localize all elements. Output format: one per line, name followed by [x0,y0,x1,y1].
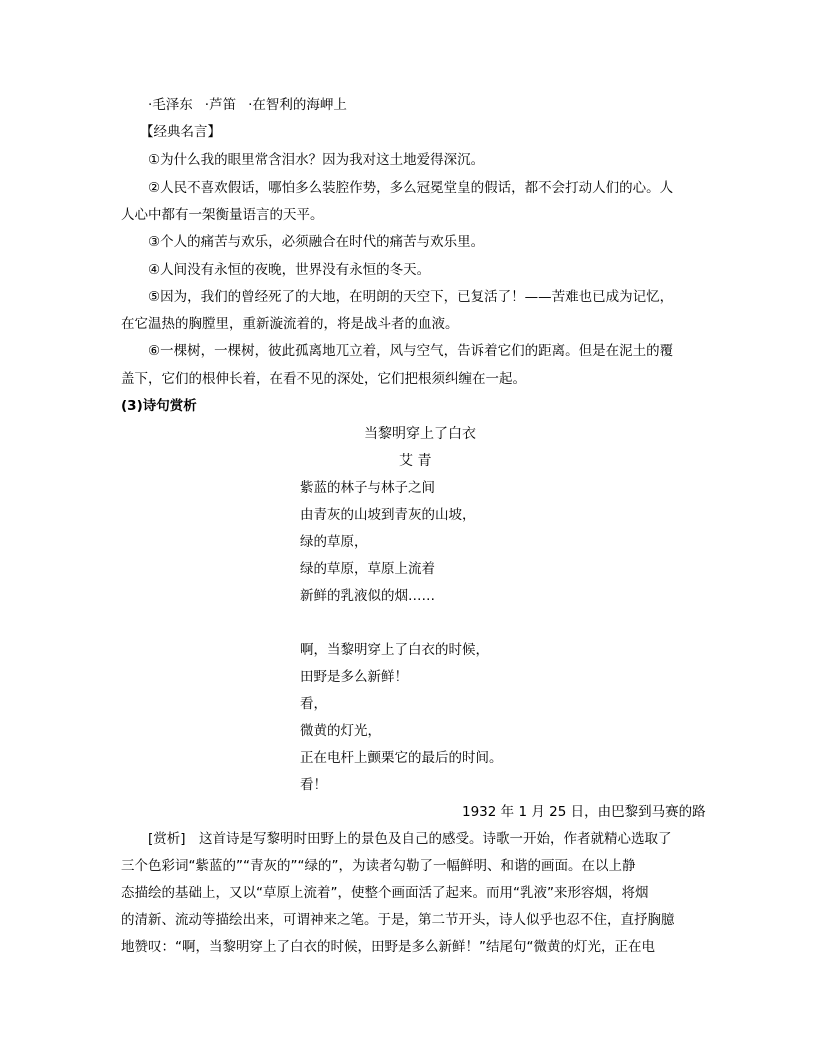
author-item-3: ·在智利的海岬上 [248,97,347,113]
quote-2-line-1: ②人民不喜欢假话，哪怕多么装腔作势，多么冠冕堂皇的假话，都不会打动人们的心。人 [148,180,674,196]
analysis-line: 三个色彩词“紫蓝的”“青灰的”“绿的”，为读者勾勒了一幅鲜明、和谐的画面。在以上静 [121,858,636,874]
quote-5-line-2: 在它温热的胸膛里，重新漩流着的，将是战斗者的血液。 [121,316,459,332]
analysis-line: [赏析] 这首诗是写黎明时田野上的景色及自己的感受。诗歌一开始，作者就精心选取了 [148,831,672,847]
quote-5-line-1: ⑤因为，我们的曾经死了的大地，在明朗的天空下，已复活了！——苦难也已成为记忆， [148,289,674,305]
quote-2-line-2: 人心中都有一架衡量语言的天平。 [121,207,324,223]
poem-line: 看！ [300,777,327,793]
poem-line: 紫蓝的林子与林子之间 [300,480,435,496]
poem-title: 当黎明穿上了白衣 [364,426,476,442]
authors-line [148,96,347,114]
quote-6-line-1: ⑥一棵树，一棵树，彼此孤离地兀立着，风与空气，告诉着它们的距离。但是在泥土的覆 [148,343,674,359]
poem-line: 由青灰的山坡到青灰的山坡， [300,507,476,523]
poem-author: 艾 青 [399,453,432,469]
poem-line: 田野是多么新鲜！ [300,669,408,685]
poem-line: 绿的草原， [300,534,368,550]
analysis-line: 态描绘的基础上，又以“草原上流着”，使整个画面活了起来。而用“乳液”来形容烟，将烟 [121,885,649,901]
poem-line: 绿的草原，草原上流着 [300,561,435,577]
poem-line: 新鲜的乳液似的烟…… [300,588,435,604]
poem-line: 微黄的灯光， [300,723,381,739]
quote-1: ①为什么我的眼里常含泪水？因为我对这土地爱得深沉。 [148,152,485,168]
poem-date: 1932 年 1 月 25 日，由巴黎到马赛的路 [462,804,706,820]
quote-4: ④人间没有永恒的夜晚，世界没有永恒的冬天。 [148,262,431,278]
author-item-1: ·毛泽东 [148,97,193,113]
quote-3: ③个人的痛苦与欢乐，必须融合在时代的痛苦与欢乐里。 [148,234,485,250]
poem-line: 啊，当黎明穿上了白衣的时候， [300,642,489,658]
author-item-2: ·芦笛 [204,97,237,113]
section-3-heading: (3)诗句赏析 [121,398,197,414]
analysis-line: 地赞叹：“啊，当黎明穿上了白衣的时候，田野是多么新鲜！”结尾句“微黄的灯光，正在电 [121,939,655,955]
quotes-heading: 【经典名言】 [140,124,221,140]
quote-6-line-2: 盖下，它们的根伸长着，在看不见的深处，它们把根须纠缠在一起。 [121,371,526,387]
poem-line: 正在电杆上颤栗它的最后的时间。 [300,750,503,766]
poem-line: 看， [300,696,327,712]
analysis-line: 的清新、流动等描绘出来，可谓神来之笔。于是，第二节开头，诗人似乎也忍不住，直抒胸臆 [121,912,675,928]
